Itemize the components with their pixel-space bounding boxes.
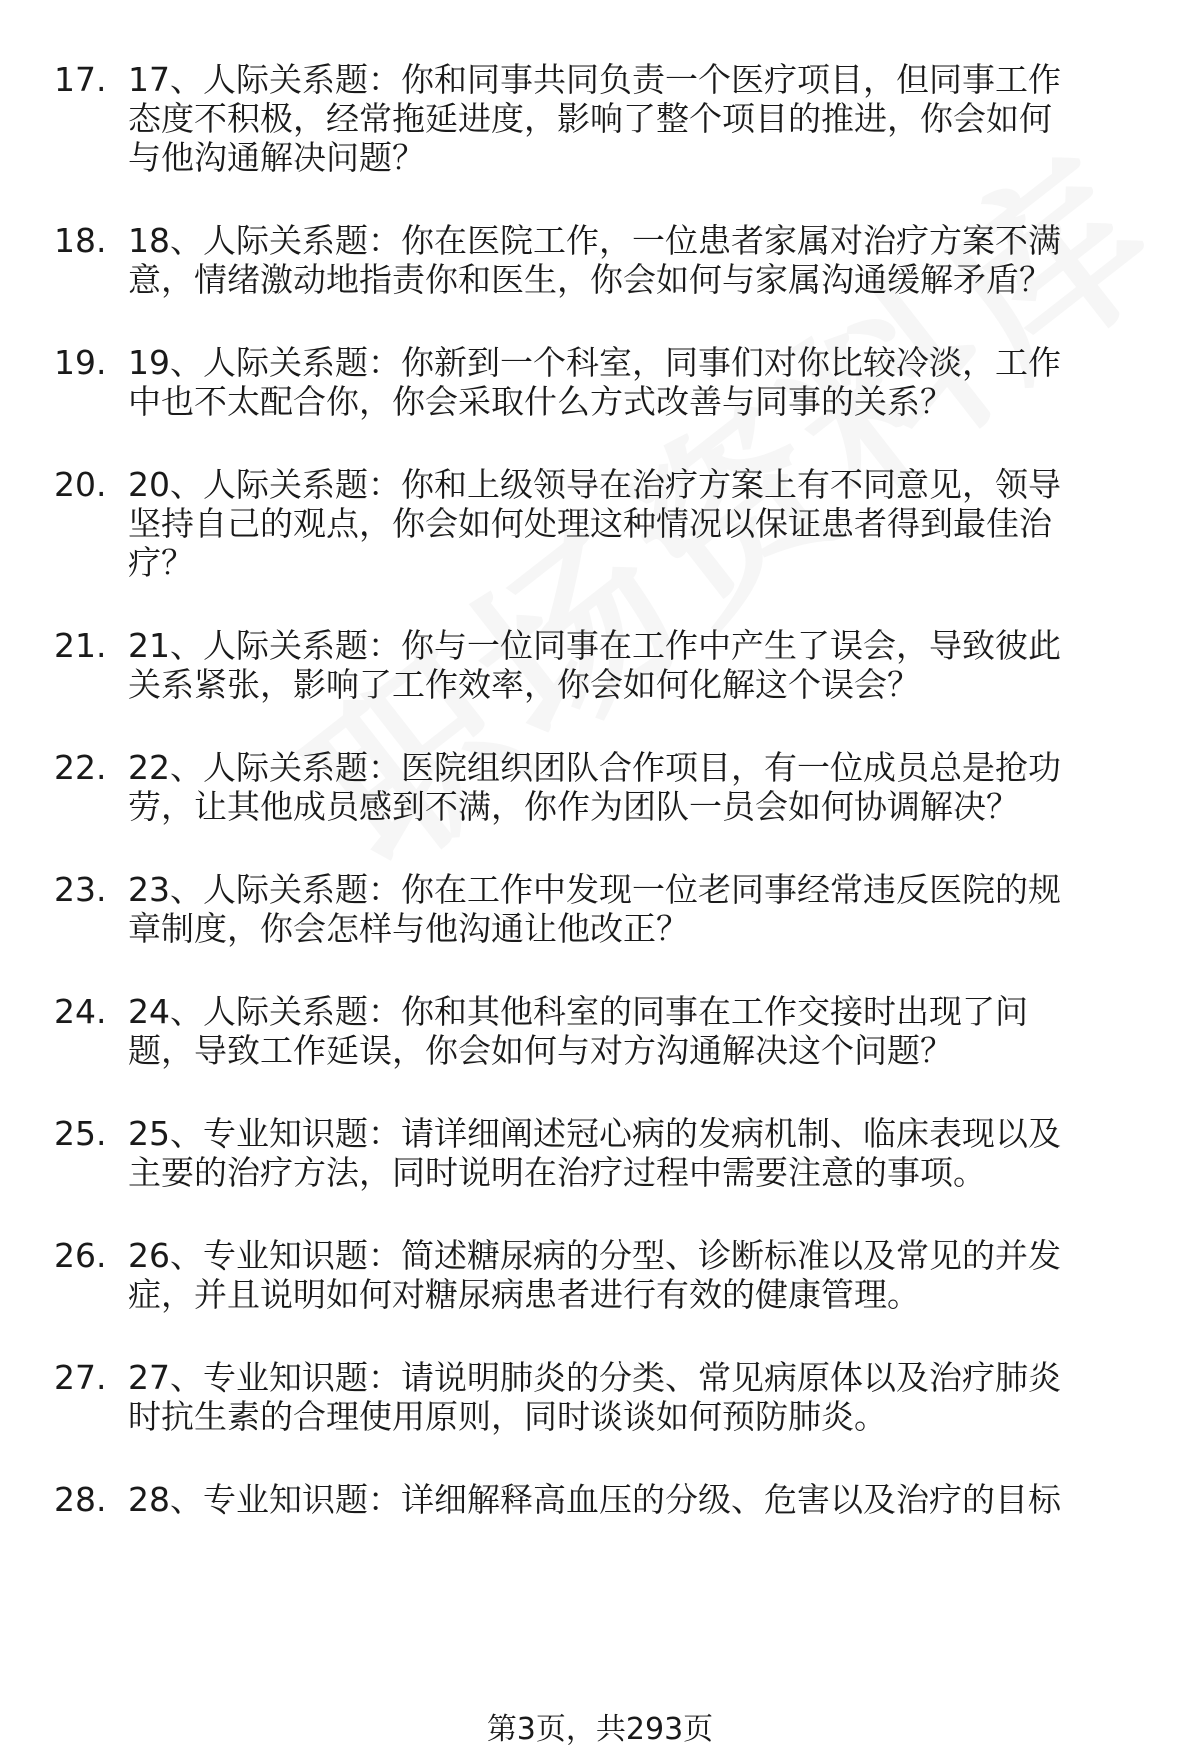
item-number: 27. — [54, 1358, 107, 1397]
list-item — [0, 60, 1200, 221]
list-item — [0, 870, 1200, 992]
item-text: 17、人际关系题：你和同事共同负责一个医疗项目，但同事工作 态度不积极，经常拖延进度，影响了整个项目的推进，你会如何 与他沟通解决问题？ — [128, 60, 1061, 177]
list-item — [0, 1236, 1200, 1358]
item-number: 28. — [54, 1480, 107, 1519]
item-number: 21. — [54, 626, 107, 665]
list-item — [0, 221, 1200, 343]
item-text: 26、专业知识题：简述糖尿病的分型、诊断标准以及常见的并发 症，并且说明如何对糖尿病患者进行有效的健康管理。 — [128, 1236, 1061, 1314]
item-text: 25、专业知识题：请详细阐述冠心病的发病机制、临床表现以及 主要的治疗方法，同时说明在治疗过程中需要注意的事项。 — [128, 1114, 1061, 1192]
item-number: 25. — [54, 1114, 107, 1153]
item-text: 19、人际关系题：你新到一个科室，同事们对你比较冷淡，工作 中也不太配合你，你会采取什么方式改善与同事的关系？ — [128, 343, 1061, 421]
list-item — [0, 992, 1200, 1114]
question-list — [0, 60, 1200, 1570]
item-number: 22. — [54, 748, 107, 787]
item-number: 17. — [54, 60, 107, 99]
list-item — [0, 1358, 1200, 1480]
item-text: 23、人际关系题：你在工作中发现一位老同事经常违反医院的规 章制度，你会怎样与他沟通让他改正？ — [128, 870, 1061, 948]
item-text: 21、人际关系题：你与一位同事在工作中产生了误会，导致彼此 关系紧张，影响了工作效率，你会如何化解这个误会？ — [128, 626, 1061, 704]
list-item — [0, 626, 1200, 748]
item-text: 18、人际关系题：你在医院工作，一位患者家属对治疗方案不满 意，情绪激动地指责你和医生，你会如何与家属沟通缓解矛盾？ — [128, 221, 1061, 299]
item-number: 23. — [54, 870, 107, 909]
list-item — [0, 1114, 1200, 1236]
item-text: 27、专业知识题：请说明肺炎的分类、常见病原体以及治疗肺炎 时抗生素的合理使用原则，同时谈谈如何预防肺炎。 — [128, 1358, 1061, 1436]
item-number: 24. — [54, 992, 107, 1031]
item-text: 20、人际关系题：你和上级领导在治疗方案上有不同意见，领导 坚持自己的观点，你会如何处理这种情况以保证患者得到最佳治 疗？ — [128, 465, 1061, 582]
item-number: 26. — [54, 1236, 107, 1275]
item-text: 28、专业知识题：详细解释高血压的分级、危害以及治疗的目标 — [128, 1480, 1061, 1519]
page-number-footer: 第3页，共293页 — [486, 1712, 714, 1747]
list-item — [0, 465, 1200, 626]
list-item — [0, 1480, 1200, 1570]
item-number: 19. — [54, 343, 107, 382]
list-item — [0, 748, 1200, 870]
list-item — [0, 343, 1200, 465]
item-text: 24、人际关系题：你和其他科室的同事在工作交接时出现了问 题，导致工作延误，你会如何与对方沟通解决这个问题？ — [128, 992, 1028, 1070]
item-text: 22、人际关系题：医院组织团队合作项目，有一位成员总是抢功 劳，让其他成员感到不满，你作为团队一员会如何协调解决？ — [128, 748, 1061, 826]
item-number: 20. — [54, 465, 107, 504]
item-number: 18. — [54, 221, 107, 260]
